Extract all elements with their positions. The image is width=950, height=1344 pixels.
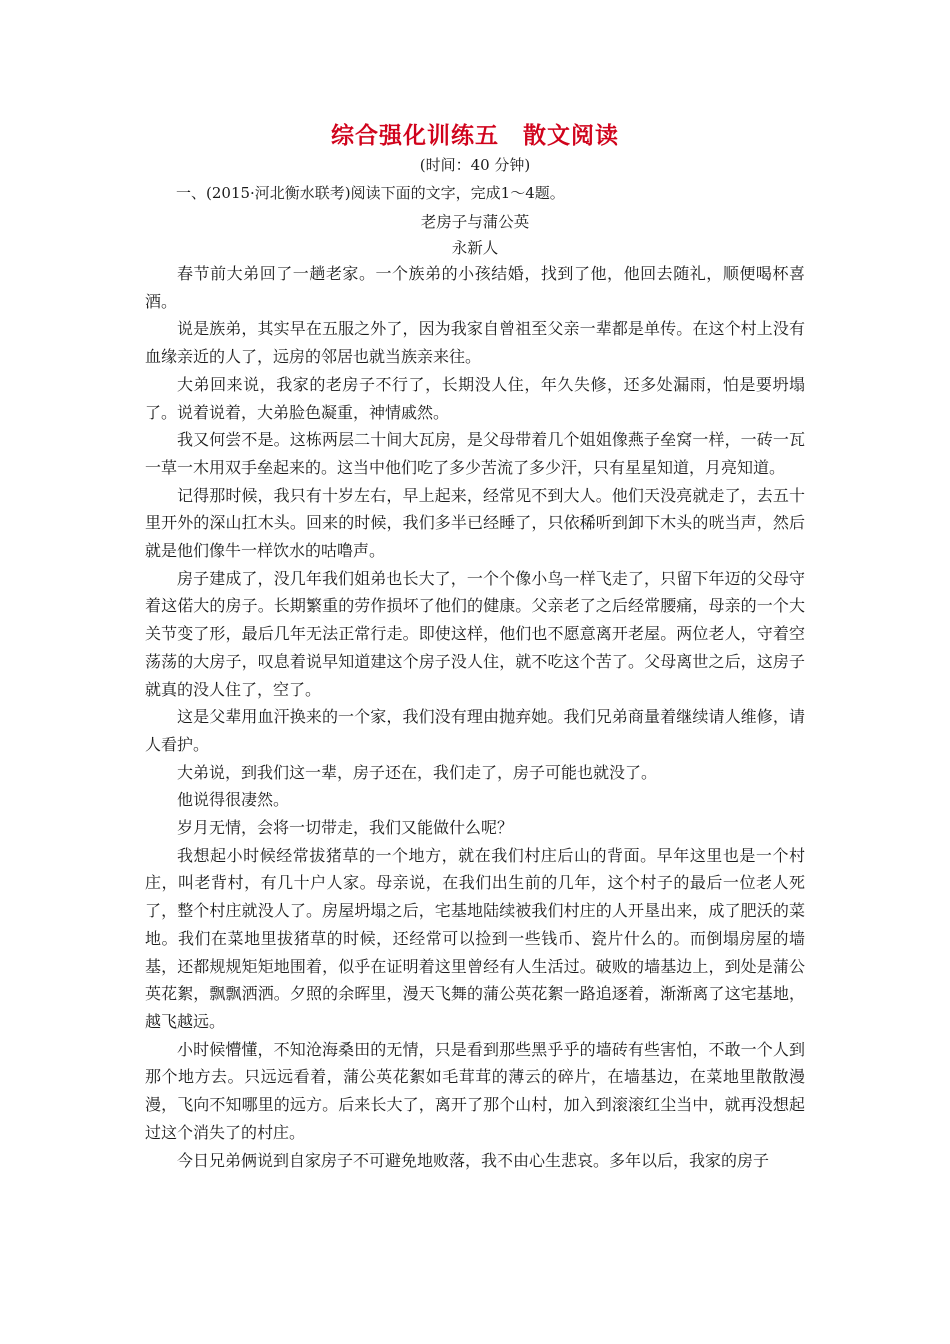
paragraph: 今日兄弟俩说到自家房子不可避免地败落，我不由心生悲哀。多年以后，我家的房子 xyxy=(177,1150,770,1170)
paragraph: 说是族弟，其实早在五服之外了，因为我家自曾祖至父亲一辈都是单传。在这个村上没有血缘亲近的人了，远房的邻居也就当族亲来往。 xyxy=(145,319,805,367)
question-instruction: 一、(2015·河北衡水联考)阅读下面的文字，完成1～4题。 xyxy=(176,184,565,202)
essay-title: 老房子与蒲公英 xyxy=(420,213,530,231)
essay-author: 永新人 xyxy=(451,239,499,257)
paragraph: 岁月无情，会将一切带走，我们又能做什么呢？ xyxy=(177,818,514,838)
paragraph: 大弟说，到我们这一辈，房子还在，我们走了，房子可能也就没了。 xyxy=(177,762,658,782)
paragraph: 小时候懵懂，不知沧海桑田的无情，只是看到那些黑乎乎的墙砖有些害怕，不敢一个人到那个地方去。只远远看着，蒲公英花絮如毛茸茸的薄云的碎片，在墙基边，在菜地里散散漫漫，飞向不知哪里的远方。后来长大了，离开了那个山村，加入到滚滚红尘当中，就再没想起过这个消失了的村庄。 xyxy=(145,1039,805,1142)
paragraph: 这是父辈用血汗换来的一个家，我们没有理由抛弃她。我们兄弟商量着继续请人维修，请人看护。 xyxy=(145,707,805,754)
paragraph: 他说得很凄然。 xyxy=(177,790,290,810)
essay-body xyxy=(145,260,805,1174)
paragraph: 我又何尝不是。这栋两层二十间大瓦房，是父母带着几个姐姐像燕子垒窝一样，一砖一瓦一草一木用双手垒起来的。这当中他们吃了多少苦流了多少汗，只有星星知道，月亮知道。 xyxy=(145,430,805,477)
paragraph: 记得那时候，我只有十岁左右，早上起来，经常见不到大人。他们天没亮就走了，去五十里开外的深山扛木头。回来的时候，我们多半已经睡了，只依稀听到卸下木头的咣当声，然后就是他们像牛一样饮水的咕噜声。 xyxy=(145,485,805,561)
paragraph: 房子建成了，没几年我们姐弟也长大了，一个个像小鸟一样飞走了，只留下年迈的父母守着这偌大的房子。长期繁重的劳作损坏了他们的健康。父亲老了之后经常腰痛，母亲的一个大关节变了形，最后几年无法正常行走。即使这样，他们也不愿意离开老屋。两位老人，守着空荡荡的大房子，叹息着说早知道建这个房子没人住，就不吃这个苦了。父母离世之后，这房子就真的没人住了，空了。 xyxy=(145,568,805,699)
paragraph: 我想起小时候经常拔猪草的一个地方，就在我们村庄后山的背面。早年这里也是一个村庄，叫老背村，有几十户人家。母亲说，在我们出生前的几年，这个村子的最后一位老人死了，整个村庄就没人了。房屋坍塌之后，宅基地陆续被我们村庄的人开垦出来，成了肥沃的菜地。我们在菜地里拔猪草的时候，还经常可以捡到一些钱币、瓷片什么的。而倒塌房屋的墙基，还都规规矩矩地围着，似乎在证明着这里曾经有人生活过。破败的墙基边上，到处是蒲公英花絮，飘飘洒洒。夕照的余晖里，漫天飞舞的蒲公英花絮一路追逐着，渐渐离了这宅基地，越飞越远。 xyxy=(145,845,805,1031)
paragraph: 大弟回来说，我家的老房子不行了，长期没人住，年久失修，还多处漏雨，怕是要坍塌了。说着说着，大弟脸色凝重，神情戚然。 xyxy=(145,374,805,422)
paragraph: 春节前大弟回了一趟老家。一个族弟的小孩结婚，找到了他，他回去随礼，顺便喝杯喜酒。 xyxy=(145,264,805,311)
time-note: (时间：40 分钟) xyxy=(419,156,531,174)
page-title: 综合强化训练五 散文阅读 xyxy=(331,122,619,149)
